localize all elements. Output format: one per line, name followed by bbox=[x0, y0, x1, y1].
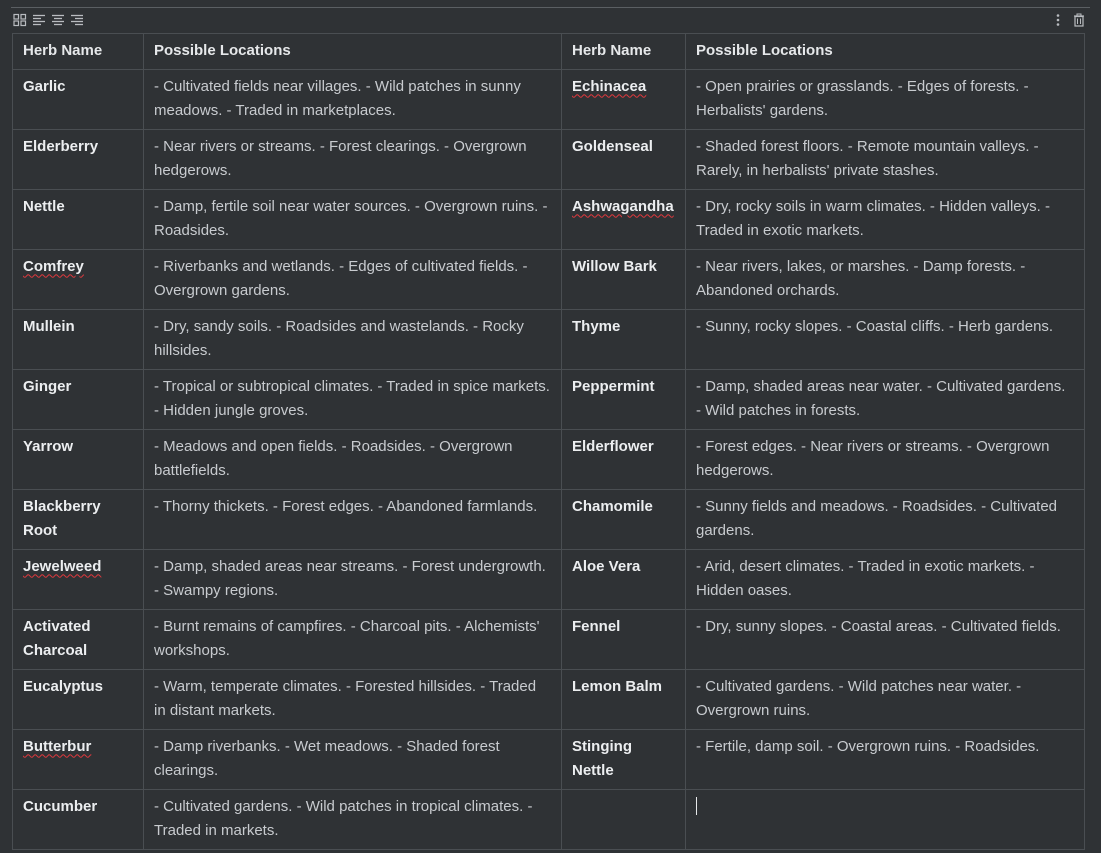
herb-name-text: Thyme bbox=[572, 317, 621, 335]
grid-icon[interactable] bbox=[13, 13, 27, 27]
header-possible-locations-right[interactable]: Possible Locations bbox=[686, 34, 1085, 70]
locations-cell-active[interactable] bbox=[686, 789, 1085, 849]
more-vertical-icon[interactable] bbox=[1051, 13, 1065, 27]
herb-name-text-spellcheck-flagged: Echinacea bbox=[572, 77, 647, 95]
locations-cell[interactable]: - Thorny thickets. - Forest edges. - Abandoned farmlands. bbox=[144, 489, 562, 549]
herb-locations-table bbox=[12, 33, 1085, 850]
locations-cell[interactable]: - Damp, fertile soil near water sources. - Overgrown ruins. - Roadsides. bbox=[144, 189, 562, 249]
herb-name-cell[interactable] bbox=[13, 69, 144, 129]
locations-cell[interactable]: - Warm, temperate climates. - Forested hillsides. - Traded in distant markets. bbox=[144, 669, 562, 729]
herb-name-text: Activated Charcoal bbox=[23, 617, 91, 659]
locations-cell[interactable]: - Arid, desert climates. - Traded in exotic markets. - Hidden oases. bbox=[686, 549, 1085, 609]
locations-cell[interactable]: - Meadows and open fields. - Roadsides. - Overgrown battlefields. bbox=[144, 429, 562, 489]
herb-name-text: Ginger bbox=[23, 377, 72, 395]
herb-name-cell-empty[interactable] bbox=[562, 789, 686, 849]
locations-cell[interactable]: - Damp riverbanks. - Wet meadows. - Shaded forest clearings. bbox=[144, 729, 562, 789]
locations-cell[interactable]: - Forest edges. - Near rivers or streams. - Overgrown hedgerows. bbox=[686, 429, 1085, 489]
herb-name-text: Fennel bbox=[572, 617, 621, 635]
herb-name-cell[interactable] bbox=[562, 549, 686, 609]
locations-cell[interactable]: - Shaded forest floors. - Remote mountain valleys. - Rarely, in herbalists' private stashes. bbox=[686, 129, 1085, 189]
herb-name-cell[interactable] bbox=[562, 309, 686, 369]
align-left-icon[interactable] bbox=[32, 13, 46, 27]
herb-name-cell[interactable] bbox=[13, 369, 144, 429]
herb-name-cell[interactable] bbox=[562, 129, 686, 189]
locations-cell[interactable]: - Burnt remains of campfires. - Charcoal pits. - Alchemists' workshops. bbox=[144, 609, 562, 669]
herb-name-text: Chamomile bbox=[572, 497, 653, 515]
herb-name-text: Eucalyptus bbox=[23, 677, 104, 695]
herb-name-text: Cucumber bbox=[23, 797, 98, 815]
text-caret bbox=[696, 797, 697, 815]
toolbar-left-group bbox=[13, 13, 84, 27]
align-center-icon[interactable] bbox=[51, 13, 65, 27]
herb-name-cell[interactable] bbox=[13, 789, 144, 849]
table-row bbox=[13, 669, 1085, 729]
locations-cell[interactable]: - Dry, sunny slopes. - Coastal areas. - Cultivated fields. bbox=[686, 609, 1085, 669]
herb-name-text: Peppermint bbox=[572, 377, 655, 395]
toolbar-right-group bbox=[1051, 13, 1086, 27]
header-herb-name-left[interactable]: Herb Name bbox=[13, 34, 144, 70]
locations-cell[interactable]: - Sunny, rocky slopes. - Coastal cliffs. - Herb gardens. bbox=[686, 309, 1085, 369]
locations-cell[interactable]: - Cultivated gardens. - Wild patches in tropical climates. - Traded in markets. bbox=[144, 789, 562, 849]
table-row bbox=[13, 129, 1085, 189]
herb-name-text: Goldenseal bbox=[572, 137, 653, 155]
herb-name-cell[interactable] bbox=[562, 489, 686, 549]
herb-name-text-spellcheck-flagged: Jewelweed bbox=[23, 557, 102, 575]
table-row bbox=[13, 429, 1085, 489]
herb-name-cell[interactable] bbox=[562, 729, 686, 789]
header-possible-locations-left[interactable]: Possible Locations bbox=[144, 34, 562, 70]
locations-cell[interactable]: - Open prairies or grasslands. - Edges of forests. - Herbalists' gardens. bbox=[686, 69, 1085, 129]
locations-cell[interactable]: - Near rivers or streams. - Forest clearings. - Overgrown hedgerows. bbox=[144, 129, 562, 189]
table-row bbox=[13, 309, 1085, 369]
trash-icon[interactable] bbox=[1072, 13, 1086, 27]
table-row bbox=[13, 489, 1085, 549]
herb-name-text: Garlic bbox=[23, 77, 66, 95]
locations-cell[interactable]: - Dry, rocky soils in warm climates. - Hidden valleys. - Traded in exotic markets. bbox=[686, 189, 1085, 249]
locations-cell[interactable]: - Dry, sandy soils. - Roadsides and wastelands. - Rocky hillsides. bbox=[144, 309, 562, 369]
herb-name-text-spellcheck-flagged: Comfrey bbox=[23, 257, 84, 275]
header-herb-name-right[interactable]: Herb Name bbox=[562, 34, 686, 70]
locations-cell[interactable]: - Damp, shaded areas near streams. - Forest undergrowth. - Swampy regions. bbox=[144, 549, 562, 609]
herb-name-cell[interactable] bbox=[562, 369, 686, 429]
table-row bbox=[13, 729, 1085, 789]
herb-name-cell[interactable] bbox=[13, 669, 144, 729]
herb-name-text-spellcheck-flagged: Ashwagandha bbox=[572, 197, 674, 215]
herb-name-text: Stinging Nettle bbox=[572, 737, 632, 779]
herb-name-cell[interactable] bbox=[13, 309, 144, 369]
table-toolbar bbox=[11, 7, 1090, 32]
herb-name-cell[interactable] bbox=[13, 549, 144, 609]
table-row bbox=[13, 789, 1085, 849]
herb-name-text: Mullein bbox=[23, 317, 75, 335]
herb-name-cell[interactable] bbox=[13, 729, 144, 789]
herb-name-cell[interactable] bbox=[13, 129, 144, 189]
table-row bbox=[13, 189, 1085, 249]
locations-cell[interactable]: - Riverbanks and wetlands. - Edges of cultivated fields. - Overgrown gardens. bbox=[144, 249, 562, 309]
locations-cell[interactable]: - Near rivers, lakes, or marshes. - Damp forests. - Abandoned orchards. bbox=[686, 249, 1085, 309]
table-row bbox=[13, 549, 1085, 609]
locations-cell[interactable]: - Sunny fields and meadows. - Roadsides. - Cultivated gardens. bbox=[686, 489, 1085, 549]
herb-name-cell[interactable] bbox=[562, 189, 686, 249]
herb-name-cell[interactable] bbox=[562, 429, 686, 489]
herb-name-cell[interactable] bbox=[562, 609, 686, 669]
herb-name-text: Elderflower bbox=[572, 437, 654, 455]
locations-cell[interactable]: - Tropical or subtropical climates. - Traded in spice markets. - Hidden jungle groves. bbox=[144, 369, 562, 429]
herb-name-cell[interactable] bbox=[13, 609, 144, 669]
herb-name-text: Yarrow bbox=[23, 437, 74, 455]
table-row bbox=[13, 609, 1085, 669]
herb-name-text: Elderberry bbox=[23, 137, 99, 155]
herb-name-text-spellcheck-flagged: Butterbur bbox=[23, 737, 92, 755]
herb-name-text: Lemon Balm bbox=[572, 677, 663, 695]
locations-cell[interactable]: - Cultivated fields near villages. - Wild patches in sunny meadows. - Traded in marketplaces. bbox=[144, 69, 562, 129]
locations-cell[interactable]: - Damp, shaded areas near water. - Cultivated gardens. - Wild patches in forests. bbox=[686, 369, 1085, 429]
locations-cell[interactable]: - Fertile, damp soil. - Overgrown ruins. - Roadsides. bbox=[686, 729, 1085, 789]
herb-name-text: Nettle bbox=[23, 197, 65, 215]
table-header-row bbox=[13, 34, 1085, 70]
table-row bbox=[13, 69, 1085, 129]
herb-name-text: Blackberry Root bbox=[23, 497, 101, 539]
herb-name-cell[interactable] bbox=[562, 69, 686, 129]
herb-name-cell[interactable] bbox=[13, 189, 144, 249]
herb-name-text: Aloe Vera bbox=[572, 557, 641, 575]
locations-cell[interactable]: - Cultivated gardens. - Wild patches near water. - Overgrown ruins. bbox=[686, 669, 1085, 729]
align-right-icon[interactable] bbox=[70, 13, 84, 27]
herb-name-cell[interactable] bbox=[13, 429, 144, 489]
herb-name-cell[interactable] bbox=[13, 249, 144, 309]
herb-name-cell[interactable] bbox=[562, 669, 686, 729]
table-row bbox=[13, 249, 1085, 309]
herb-name-text: Willow Bark bbox=[572, 257, 657, 275]
table-row bbox=[13, 369, 1085, 429]
herb-name-cell[interactable] bbox=[562, 249, 686, 309]
herb-name-cell[interactable] bbox=[13, 489, 144, 549]
